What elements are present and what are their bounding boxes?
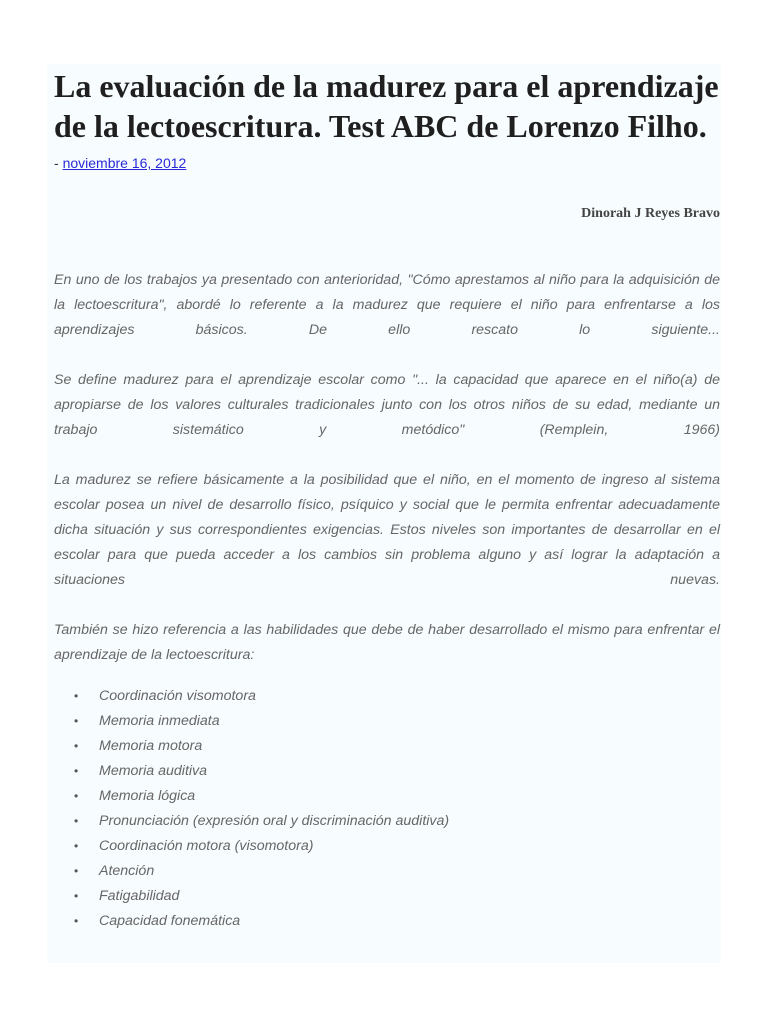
paragraph-maturity: La madurez se refiere básicamente a la posibilidad que el niño, en el momento de ingreso al sistema escolar posea un nivel de desarrollo físico, psíquico y social que le permita enfrentar adecuadamente dicha situación y sus correspondientes exigencias. Estos niveles son importantes de desarrollar en el escolar para que pueda acceder a los cambios sin problema alguno y así lograr la adaptación a situaciones nuevas. — [54, 472, 720, 588]
list-item: • Coordinación visomotora — [54, 684, 720, 709]
bullet-icon: • — [74, 789, 79, 803]
date-prefix: - — [54, 155, 63, 171]
list-item: • Memoria inmediata — [54, 709, 720, 734]
bullet-icon: • — [74, 764, 79, 778]
bullet-icon: • — [74, 914, 79, 928]
bullet-icon: • — [74, 864, 79, 878]
list-item: • Pronunciación (expresión oral y discriminación auditiva) — [54, 809, 720, 834]
bullet-icon: • — [74, 814, 79, 828]
bullet-icon: • — [74, 714, 79, 728]
list-item: • Memoria lógica — [54, 784, 720, 809]
bullet-icon: • — [74, 689, 79, 703]
paragraph-definition: Se define madurez para el aprendizaje escolar como "... la capacidad que aparece en el niño(a) de apropiarse de los valores culturales tradicionales junto con los otros niños de su edad, mediante un trabajo sistemático y metódico" (Remplein, 1966) — [54, 372, 720, 438]
post-author: Dinorah J Reyes Bravo — [581, 206, 720, 221]
paragraph-skills-intro: También se hizo referencia a las habilidades que debe de haber desarrollado el mismo para enfrentar el aprendizaje de la lectoescritura: — [54, 622, 720, 663]
post-date-link[interactable]: noviembre 16, 2012 — [62, 155, 187, 171]
post-meta — [54, 154, 720, 172]
list-item: • Fatigabilidad — [54, 884, 720, 909]
post-title: La evaluación de la madurez para el aprendizaje de la lectoescritura. Test ABC de Lorenzo Filho. — [54, 68, 719, 144]
list-item: • Capacidad fonemática — [54, 909, 720, 934]
list-item: • Memoria motora — [54, 734, 720, 759]
bullet-icon: • — [74, 889, 79, 903]
paragraph-intro: En uno de los trabajos ya presentado con anterioridad, "Cómo aprestamos al niño para la adquisición de la lectoescritura", abordé lo referente a la madurez que requiere el niño para enfrentarse a los aprendizajes básicos. De ello rescato lo siguiente... — [54, 272, 720, 338]
list-item: • Coordinación motora (visomotora) — [54, 834, 720, 859]
skills-list — [54, 684, 720, 934]
bullet-icon: • — [74, 839, 79, 853]
list-item: • Atención — [54, 859, 720, 884]
blog-post — [54, 64, 720, 934]
bullet-icon: • — [74, 739, 79, 753]
list-item: • Memoria auditiva — [54, 759, 720, 784]
